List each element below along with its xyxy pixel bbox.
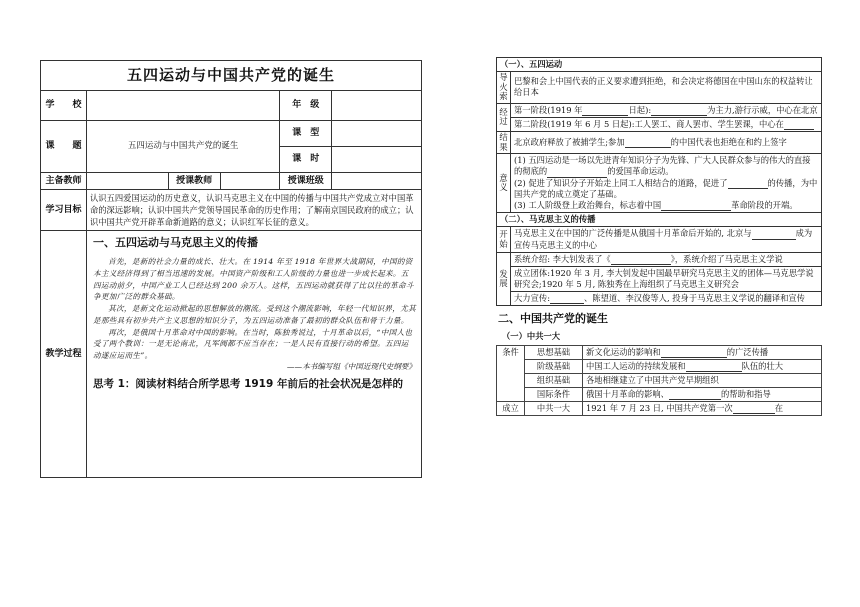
first-congress-table	[496, 345, 822, 417]
dev-systematic: 系统介绍: 李大钊发表了《 》，系统介绍了马克思主义学说	[511, 252, 822, 266]
org-basis-label: 组织基础	[525, 373, 583, 387]
blank-field[interactable]	[547, 169, 607, 178]
grade-label: 年 级	[280, 91, 332, 121]
type-label: 课 型	[280, 121, 332, 147]
school-value[interactable]	[86, 91, 279, 121]
blank-field[interactable]	[661, 202, 731, 211]
process-label: 经过	[497, 103, 511, 131]
grade-value[interactable]	[332, 91, 422, 121]
topic-value: 五四运动与中国共产党的诞生	[86, 121, 279, 173]
think-question-1: 思考 1：阅读材料结合所学思考 1919 年前后的社会状况是怎样的	[92, 378, 403, 391]
fuse-text: 巴黎和会上中国代表的正义要求遭到拒绝，和会决定将德国在中国山东的权益转让给日本	[511, 72, 822, 104]
international-text: 俄国十月革命的影响、 的帮助和指导	[583, 388, 822, 402]
org-basis-text: 各地相继建立了中国共产党早期组织	[583, 373, 822, 387]
ideology-label: 思想基础	[525, 345, 583, 359]
fuse-label: 导火索	[497, 72, 511, 104]
class-basis-label: 阶级基础	[525, 359, 583, 373]
founding-text: 1921 年 7 月 23 日, 中国共产党第一次 在	[583, 402, 822, 416]
development-label: 发展	[497, 252, 511, 306]
result-label: 结果	[497, 132, 511, 154]
material-paragraph-2: 其次，是新文化运动掀起的思想解放的潮流。受到这个潮流影响，年轻一代知识界，尤其是那些具有初步共产主义思想的知识分子，为五四运动准备了最初的群众队伍和骨干力量。	[92, 304, 416, 325]
process-label: 教学过程	[41, 231, 87, 478]
blank-field[interactable]	[625, 139, 671, 148]
blank-field[interactable]	[728, 180, 768, 189]
teacher-label: 授课教师	[168, 173, 220, 190]
class-basis-text: 中国工人运动的持续发展和 队伍的壮大	[583, 359, 822, 373]
section-marxism: （二）、马克思主义的传播	[497, 213, 822, 227]
first-congress-subtitle: （一）中共一大	[502, 331, 561, 342]
material-paragraph-1: 首先，是新的社会力量的成长、壮大。在 1914 年至 1918 年世界大战期间，中国的资本主义经济得到了相当迅速的发展。中国资产阶级和工人阶级的力量也进一步成长起来。五四运动前夕，中国产业工人已经达到 200 余万人。这样，五四运动就获得了比以往的革命斗争更加广泛的群众基础。	[92, 257, 414, 302]
hours-value[interactable]	[332, 147, 422, 173]
dev-propaganda: 大力宣传: 、陈望道、李汉俊等人, 投身于马克思主义学说的翻译和宣传	[511, 292, 822, 306]
class-label: 授课班级	[280, 173, 332, 190]
stage-1: 第一阶段(1919 年 日起): 为主力,游行示威，中心在北京	[511, 103, 822, 117]
blank-field[interactable]	[784, 121, 814, 130]
blank-field[interactable]	[550, 295, 584, 304]
blank-field[interactable]	[661, 349, 727, 358]
hours-label: 课 时	[280, 147, 332, 173]
author-label: 主备教师	[41, 173, 87, 190]
teacher-value[interactable]	[220, 173, 280, 190]
goal-text: 认识五四爱国运动的历史意义，认识马克思主义在中国的传播与中国共产党成立对中国革命的深远影响；认识中国共产党领导国民革命的历史作用；了解南京国民政府的成立；认识中国共产党开辟革命新道路的意义；认识红军长征的意义。	[86, 190, 421, 231]
conditions-label: 条件	[497, 345, 525, 402]
lesson-title: 五四运动与中国共产党的诞生	[41, 61, 422, 91]
goal-label: 学习目标	[41, 190, 87, 231]
topic-label: 课 题	[41, 121, 87, 173]
class-value[interactable]	[332, 173, 422, 190]
part-2-title: 二、中国共产党的诞生	[498, 312, 608, 326]
blank-field[interactable]	[611, 256, 671, 265]
start-label: 开始	[497, 227, 511, 252]
section-may-fourth: （一）、五四运动	[497, 58, 822, 72]
start-text: 马克思主义在中国的广泛传播是从俄国十月革命后开始的, 北京与 成为宣传马克思主义的中心	[511, 227, 822, 252]
author-value[interactable]	[86, 173, 168, 190]
blank-field[interactable]	[582, 107, 628, 116]
meaning-text: (1) 五四运动是一场以先进青年知识分子为先锋、广大人民群众参与的伟大的直接的彻底的 的爱国革命运动。 (2) 促进了知识分子开始走上同工人相结合的道路，促进了 的传播，为中国共产党的成立奠定了基础。 (3) 工人阶级登上政治舞台，标志着中国 革命阶段的开端。	[511, 154, 822, 213]
international-label: 国际条件	[525, 388, 583, 402]
blank-field[interactable]	[651, 107, 707, 116]
dev-organizations: 成立团体:1920 年 3 月, 李大钊发起中国最早研究马克思主义的团体—马克思学说研究会;1920 年 5 月, 陈独秀在上海组织了马克思主义研究会	[511, 266, 822, 291]
lesson-plan-table	[40, 60, 422, 478]
blank-field[interactable]	[752, 231, 796, 240]
material-source: ——本书编写组《中国近现代史纲要》	[286, 361, 416, 371]
founding-label: 成立	[497, 402, 525, 416]
blank-field[interactable]	[733, 405, 775, 414]
type-value[interactable]	[332, 121, 422, 147]
may-fourth-table	[496, 57, 822, 306]
section-title: 一、五四运动与马克思主义的传播	[92, 236, 258, 250]
right-page	[496, 57, 822, 416]
school-label: 学 校	[41, 91, 87, 121]
material-paragraph-3: 再次，是俄国十月革命对中国的影响。在当时，陈独秀说过，十月革命以后，“中国人也受了两个教训：一是无论南北，凡军阀都不应当存在；一是人民有直接行动的希望。五四运动遂应运而生”。	[92, 327, 413, 361]
meaning-label: 意义	[497, 154, 511, 213]
ideology-text: 新文化运动的影响和 的广泛传播	[583, 345, 822, 359]
result-text: 北京政府释放了被捕学生;参加 的中国代表也拒绝在和约上签字	[511, 132, 822, 154]
blank-field[interactable]	[686, 363, 742, 372]
blank-field[interactable]	[669, 391, 721, 400]
founding-sub-label: 中共一大	[525, 402, 583, 416]
stage-2: 第二阶段(1919 年 6 月 5 日起):工人罢工、商人罢市、学生罢课，中心在	[511, 117, 822, 131]
